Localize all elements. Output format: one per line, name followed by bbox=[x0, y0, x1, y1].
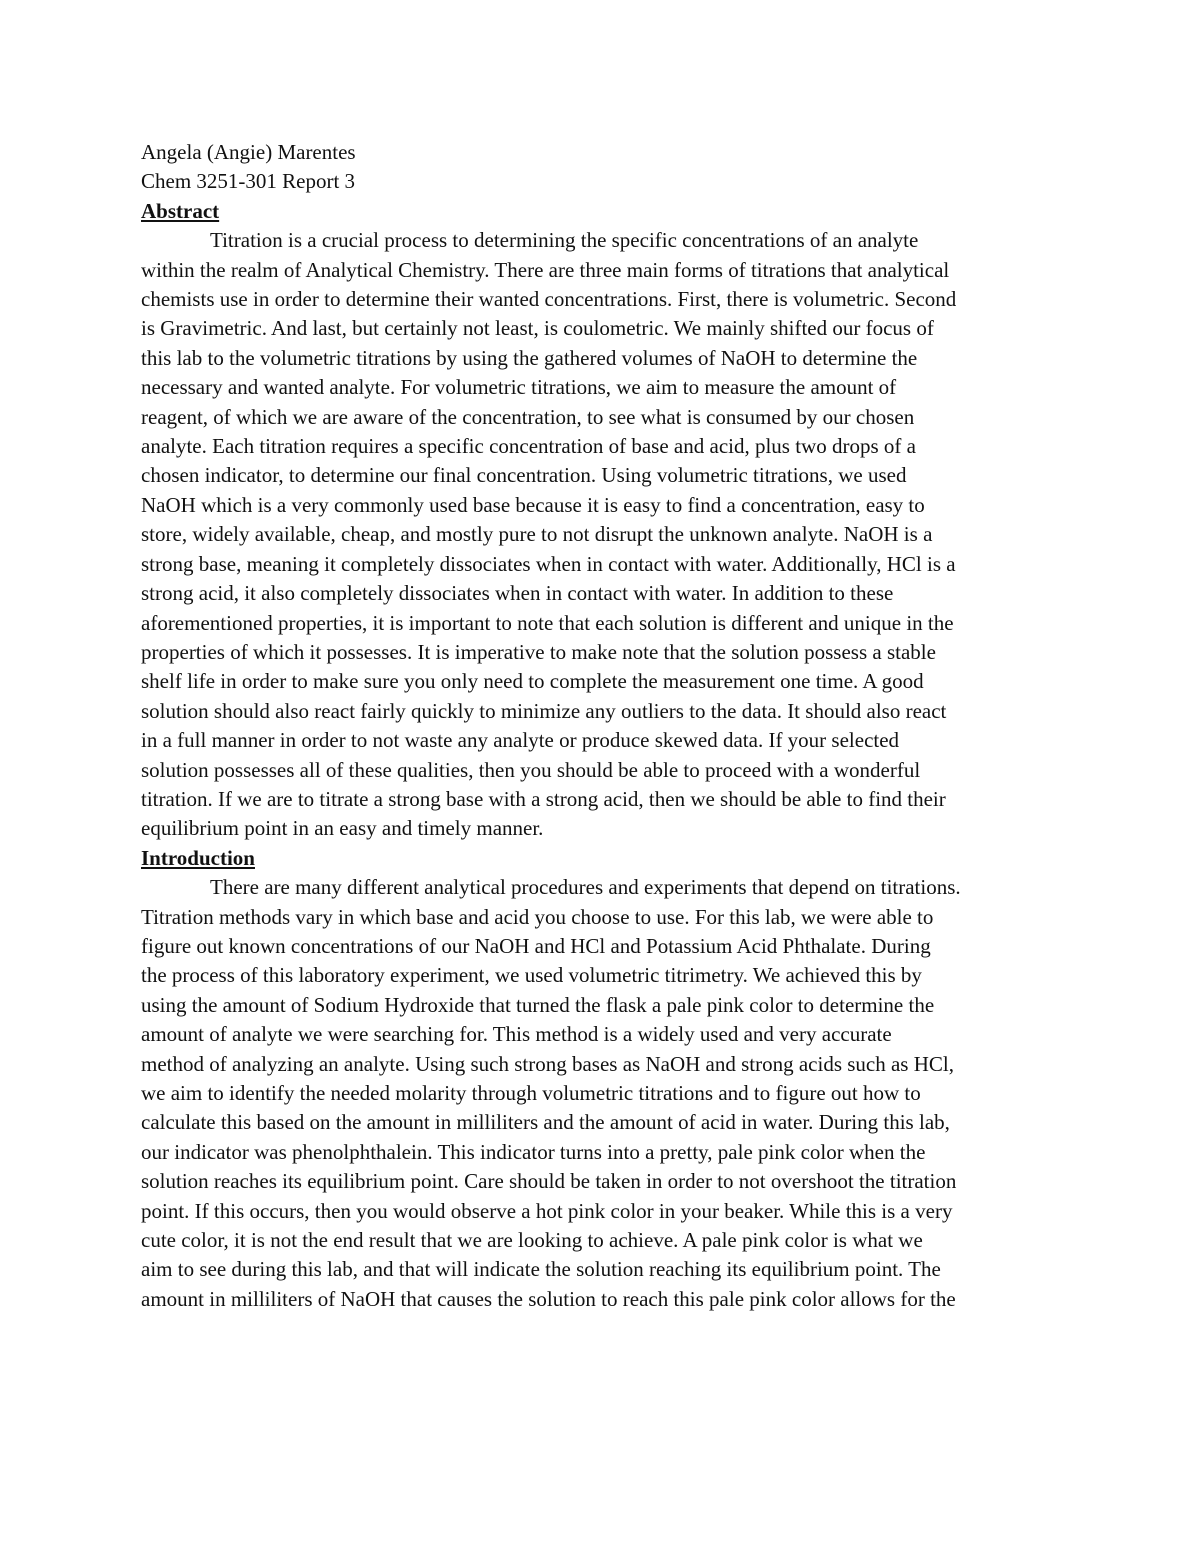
paragraph-line: chosen indicator, to determine our final concentration. Using volumetric titrations, we used bbox=[141, 463, 907, 488]
paragraph-line: shelf life in order to make sure you only need to complete the measurement one time. A good bbox=[141, 669, 924, 694]
paragraph-line: analyte. Each titration requires a specific concentration of base and acid, plus two drops of a bbox=[141, 434, 916, 459]
paragraph-line: calculate this based on the amount in milliliters and the amount of acid in water. During this lab, bbox=[141, 1110, 950, 1135]
paragraph-line: properties of which it possesses. It is imperative to make note that the solution possess a stable bbox=[141, 639, 936, 664]
paragraph-line: Titration is a crucial process to determining the specific concentrations of an analyte bbox=[210, 228, 919, 253]
paragraph-line: aim to see during this lab, and that will indicate the solution reaching its equilibrium point. The bbox=[141, 1257, 941, 1282]
introduction-section bbox=[141, 844, 1066, 1315]
paragraph-line: we aim to identify the needed molarity through volumetric titrations and to figure out how to bbox=[141, 1081, 921, 1105]
paragraph-line: Titration methods vary in which base and acid you choose to use. For this lab, we were able to bbox=[141, 904, 934, 929]
paragraph-line: necessary and wanted analyte. For volumetric titrations, we aim to measure the amount of bbox=[141, 375, 897, 400]
paragraph-line: There are many different analytical procedures and experiments that depend on titrations. bbox=[210, 875, 961, 900]
course-report-line: Chem 3251-301 Report 3 bbox=[141, 169, 356, 194]
paragraph-line: reagent, of which we are aware of the concentration, to see what is consumed by our chosen bbox=[141, 404, 915, 429]
introduction-heading: Introduction bbox=[141, 845, 255, 870]
paragraph-line: solution possesses all of these qualities, then you should be able to proceed with a wonderful bbox=[141, 757, 921, 782]
paragraph-line: point. If this occurs, then you would observe a hot pink color in your beaker. While this is a very bbox=[141, 1198, 953, 1223]
abstract-section bbox=[141, 197, 1066, 844]
paragraph-line: strong acid, it also completely dissociates when in contact with water. In addition to these bbox=[141, 581, 894, 606]
paragraph-line: is Gravimetric. And last, but certainly not least, is coulometric. We mainly shifted our focus of bbox=[141, 316, 934, 341]
paragraph-line: amount in milliliters of NaOH that causes the solution to reach this pale pink color allows for the bbox=[141, 1286, 956, 1311]
paragraph-line: this lab to the volumetric titrations by using the gathered volumes of NaOH to determine the bbox=[141, 345, 918, 370]
paragraph-line: strong base, meaning it completely dissociates when in contact with water. Additionally, HCl is a bbox=[141, 551, 956, 576]
paragraph-line: solution should also react fairly quickly to minimize any outliers to the data. It should also react bbox=[141, 698, 947, 723]
abstract-heading: Abstract bbox=[141, 198, 220, 223]
paragraph-line: equilibrium point in an easy and timely manner. bbox=[141, 816, 544, 841]
abstract-paragraph bbox=[141, 226, 1066, 844]
paragraph-line: using the amount of Sodium Hydroxide that turned the flask a pale pink color to determine the bbox=[141, 992, 935, 1017]
paragraph-line: cute color, it is not the end result that we are looking to achieve. A pale pink color is what we bbox=[141, 1228, 923, 1253]
introduction-paragraph bbox=[141, 873, 1066, 1314]
paragraph-line: figure out known concentrations of our NaOH and HCl and Potassium Acid Phthalate. During bbox=[141, 933, 931, 958]
paragraph-line: our indicator was phenolphthalein. This indicator turns into a pretty, pale pink color when the bbox=[141, 1139, 926, 1164]
paragraph-line: method of analyzing an analyte. Using such strong bases as NaOH and strong acids such as HCl, bbox=[141, 1051, 954, 1076]
paragraph-line: aforementioned properties, it is important to note that each solution is different and unique in the bbox=[141, 610, 954, 635]
paragraph-line: amount of analyte we were searching for. This method is a widely used and very accurate bbox=[141, 1022, 892, 1047]
paragraph-line: in a full manner in order to not waste any analyte or produce skewed data. If your selected bbox=[141, 728, 900, 753]
paragraph-line: NaOH which is a very commonly used base because it is easy to find a concentration, easy to bbox=[141, 492, 925, 517]
paragraph-line: titration. If we are to titrate a strong base with a strong acid, then we should be able to find their bbox=[141, 786, 946, 811]
paragraph-line: store, widely available, cheap, and mostly pure to not disrupt the unknown analyte. NaOH is a bbox=[141, 522, 933, 547]
paragraph-line: within the realm of Analytical Chemistry. There are three main forms of titrations that analytical bbox=[141, 257, 950, 282]
paragraph-line: chemists use in order to determine their wanted concentrations. First, there is volumetric. Second bbox=[141, 287, 957, 312]
author-name: Angela (Angie) Marentes bbox=[141, 140, 356, 164]
paragraph-line: the process of this laboratory experiment, we used volumetric titrimetry. We achieved this by bbox=[141, 963, 922, 988]
paragraph-line: solution reaches its equilibrium point. Care should be taken in order to not overshoot the titration bbox=[141, 1169, 957, 1194]
document-page bbox=[141, 138, 1066, 1314]
